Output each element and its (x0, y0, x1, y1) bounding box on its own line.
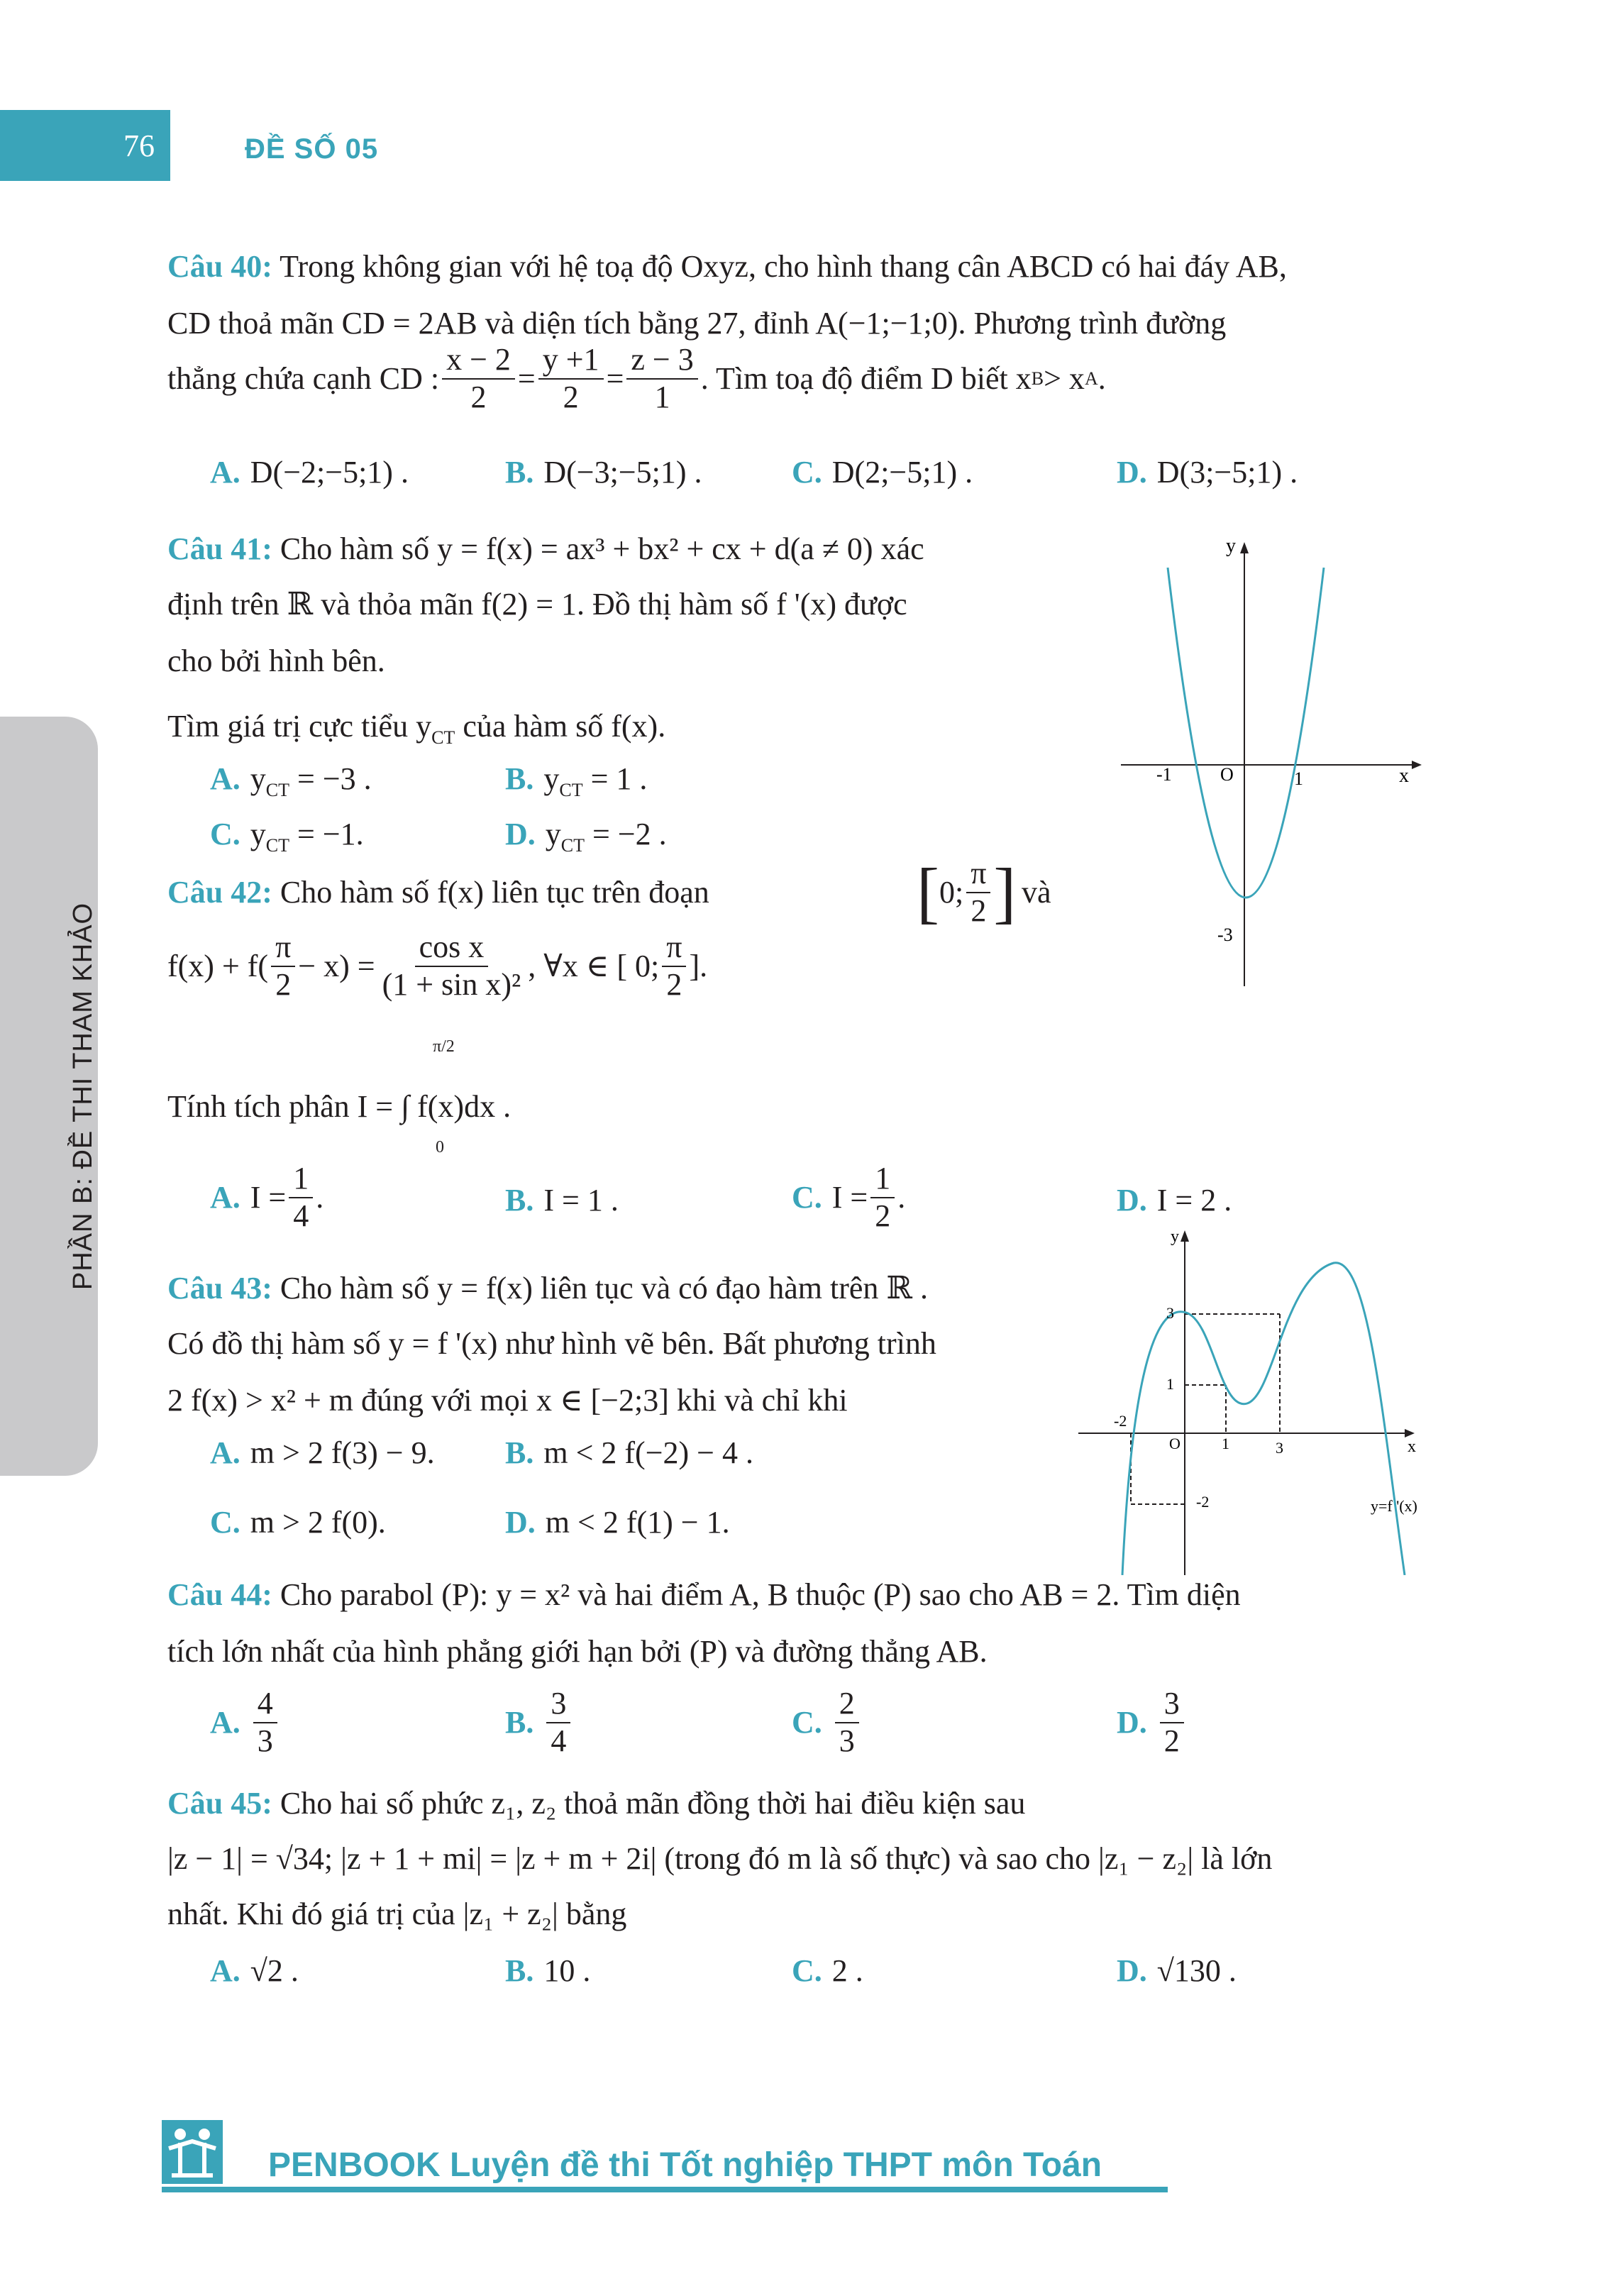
q41-line2: định trên ℝ và thỏa mãn f(2) = 1. Đồ thị hàm số f '(x) được (167, 587, 907, 622)
option-end: . (316, 1180, 324, 1215)
q42-option-d (1117, 1182, 1232, 1218)
option-label: A. (210, 1705, 240, 1740)
tick-x3: 3 (1276, 1439, 1283, 1457)
sub-ct: CT (559, 779, 583, 800)
option-text: m < 2 f(−2) − 4 . (543, 1435, 753, 1470)
frac-num: 1 (289, 1161, 313, 1198)
q43-line2: Có đồ thị hàm số y = f '(x) như hình vẽ bên. Bất phương trình (167, 1326, 936, 1361)
q42-line1 (167, 874, 709, 911)
derivative-curve (1122, 1263, 1405, 1575)
q41-line3: cho bởi hình bên. (167, 644, 385, 678)
frac-num: π (662, 929, 686, 967)
logo-head-left (175, 2129, 186, 2140)
option-label: D. (1117, 1705, 1147, 1740)
eq-rhs-frac (378, 929, 526, 1003)
frac-den: 2 (666, 966, 682, 1002)
q42-integral: Tính tích phân I = ∫ f(x)dx . (167, 1089, 512, 1124)
q42-equation (167, 929, 707, 1003)
tick-yneg2: -2 (1196, 1493, 1210, 1511)
option-text: I = 2 . (1156, 1183, 1232, 1218)
q43-line3: 2 f(x) > x² + m đúng với mọi x ∈ [−2;3] khi và chỉ khi (167, 1383, 848, 1418)
option-label: B. (505, 1183, 534, 1218)
option-label: D. (505, 817, 536, 851)
frac-den: 2 (275, 966, 292, 1002)
eq-pi-frac (271, 929, 295, 1003)
q41-text4-end: của hàm số f(x). (455, 709, 666, 744)
bracket-right: ] (993, 854, 1017, 930)
option-rest: = −1. (289, 817, 364, 851)
x-label: x (1399, 765, 1409, 787)
option-text: D(2;−5;1) . (831, 455, 973, 490)
q41-graph (1107, 532, 1433, 986)
sub-ct: CT (431, 727, 455, 748)
parabola-curve (1168, 568, 1324, 898)
gt-sign: > x (1044, 360, 1085, 396)
q45-line3: nhất. Khi đó giá trị của |z₁ + z₂| bằng (167, 1897, 627, 1931)
frac-den: 4 (293, 1198, 309, 1233)
q40-line1 (167, 248, 1287, 285)
tick-neg1: -1 (1156, 764, 1172, 785)
option-frac (870, 1161, 895, 1234)
option-label: D. (1117, 1953, 1147, 1988)
option-text: m > 2 f(3) − 9. (250, 1435, 435, 1470)
frac-num: y +1 (538, 342, 604, 380)
q43-option-c (210, 1504, 386, 1540)
tick-y3: 3 (1166, 1304, 1174, 1322)
q44-option-a (210, 1686, 280, 1759)
q40-line3b: . Tìm toạ độ điểm D biết x (700, 360, 1032, 396)
tick-xneg2: -2 (1114, 1412, 1127, 1430)
frac-den: 2 (563, 379, 579, 414)
q42-interval (917, 856, 1016, 929)
option-label: C. (210, 1505, 240, 1540)
q42-label: Câu 42: (167, 875, 272, 910)
option-text: I = 1 . (543, 1183, 619, 1218)
option-frac (289, 1161, 313, 1234)
q44-line1 (167, 1577, 1241, 1613)
q41-line4 (167, 708, 665, 756)
sub-b: B (1031, 368, 1044, 389)
q45-line1 (167, 1785, 1025, 1822)
sub-ct: CT (265, 779, 290, 800)
option-pre: I = (250, 1180, 287, 1215)
q40-frac2 (538, 342, 604, 415)
tick-x1: 1 (1222, 1435, 1229, 1452)
q45-option-d (1117, 1953, 1237, 1989)
option-label: C. (792, 1180, 822, 1215)
q40-option-a (210, 454, 409, 490)
eq-lhs: f(x) + f( (167, 948, 269, 983)
x-arrow-icon (1405, 1429, 1415, 1437)
option-label: D. (1117, 1183, 1147, 1218)
option-text: y (250, 761, 266, 796)
q44-text1: Cho parabol (P): y = x² và hai điểm A, B thuộc (P) sao cho AB = 2. Tìm diện (280, 1577, 1241, 1612)
option-text: y (545, 817, 561, 851)
frac-den: 2 (470, 379, 487, 414)
eq-mid: − x) = (298, 948, 375, 983)
frac-num: π (966, 856, 990, 893)
q41-text4: Tìm giá trị cực tiểu y (167, 709, 432, 744)
exam-title: ĐỀ SỐ 05 (245, 133, 379, 165)
option-label: B. (505, 761, 534, 796)
q45-line2: |z − 1| = √34; |z + 1 + mi| = |z + m + 2i| (trong đó m là số thực) và sao cho |z₁ − z₂| là lớn (167, 1841, 1273, 1876)
option-text: D(−3;−5;1) . (543, 455, 702, 490)
option-label: B. (505, 1705, 534, 1740)
y-arrow-icon (1240, 542, 1249, 553)
sub-a: A (1084, 368, 1098, 389)
option-text: √2 . (250, 1953, 299, 1988)
option-label: B. (505, 1435, 534, 1470)
option-label: C. (792, 1705, 822, 1740)
q42-text1: Cho hàm số f(x) liên tục trên đoạn (280, 875, 709, 910)
q41-line1 (167, 531, 924, 568)
frac-num: π (271, 929, 295, 967)
frac-den: 2 (875, 1198, 891, 1233)
eq-forall-frac (662, 929, 686, 1003)
option-label: B. (505, 1953, 534, 1988)
q44-option-b (505, 1686, 573, 1759)
equals-sign: = (517, 360, 536, 396)
q42-option-a (210, 1161, 324, 1234)
bracket-left: [ (917, 854, 939, 930)
interval-frac (966, 856, 990, 929)
q43-label: Câu 43: (167, 1271, 272, 1306)
option-label: A. (210, 455, 240, 490)
option-frac (546, 1686, 570, 1759)
q43-option-a (210, 1435, 435, 1471)
q42-and: và (1022, 875, 1051, 910)
option-label: C. (792, 1953, 822, 1988)
frac-den: 3 (257, 1723, 273, 1758)
y-arrow-icon (1181, 1230, 1189, 1242)
q41-label: Câu 41: (167, 531, 272, 566)
option-frac (253, 1686, 277, 1759)
option-text: y (250, 817, 266, 851)
sub-ct: CT (265, 834, 290, 856)
interval-start: 0; (939, 874, 964, 910)
q40-option-b (505, 454, 702, 490)
option-label: A. (210, 1953, 240, 1988)
origin-label: O (1220, 764, 1234, 785)
q40-line2: CD thoả mãn CD = 2AB và diện tích bằng 27, đỉnh A(−1;−1;0). Phương trình đường (167, 306, 1227, 341)
option-text: m < 2 f(1) − 1. (545, 1505, 730, 1540)
footer-bar (162, 2187, 1168, 2192)
q44-line2: tích lớn nhất của hình phẳng giới hạn bởi (P) và đường thẳng AB. (167, 1634, 988, 1669)
option-text: 2 . (831, 1953, 863, 1988)
q40-frac3 (626, 342, 697, 415)
side-label: PHẦN B: ĐỀ THI THAM KHẢO (67, 902, 98, 1291)
frac-num: 1 (870, 1161, 895, 1198)
frac-num: 4 (253, 1686, 277, 1723)
tick-neg3: -3 (1217, 925, 1233, 945)
q41-option-a (210, 761, 372, 801)
tick-1: 1 (1294, 768, 1303, 789)
q40-line3a: thẳng chứa cạnh CD : (167, 360, 440, 396)
option-label: D. (1117, 455, 1147, 490)
q42-option-c (792, 1161, 905, 1234)
frac-num: 3 (546, 1686, 570, 1723)
frac-den: 1 (654, 379, 670, 414)
frac-num: 3 (1160, 1686, 1184, 1723)
frac-den: 3 (839, 1723, 855, 1758)
x-arrow-icon (1412, 761, 1422, 769)
option-text: √130 . (1156, 1953, 1237, 1988)
y-label: y (1171, 1227, 1179, 1246)
option-rest: = −3 . (289, 761, 372, 796)
function-label: y=f '(x) (1371, 1497, 1417, 1515)
option-rest: = 1 . (582, 761, 648, 796)
y-label: y (1226, 535, 1236, 557)
q43-graph (1071, 1227, 1440, 1575)
q44-option-d (1117, 1686, 1187, 1759)
footer-title: PENBOOK Luyện đề thi Tốt nghiệp THPT môn Toán (268, 2146, 1102, 2184)
q45-option-a (210, 1953, 299, 1989)
penbook-logo-icon (162, 2120, 223, 2184)
option-frac (835, 1686, 859, 1759)
q45-option-c (792, 1953, 863, 1989)
frac-den: 2 (971, 893, 987, 928)
x-label: x (1408, 1437, 1416, 1456)
option-label: D. (505, 1505, 536, 1540)
q43-text1: Cho hàm số y = f(x) liên tục và có đạo hàm trên ℝ . (280, 1271, 928, 1306)
option-label: C. (210, 817, 240, 851)
q44-option-c (792, 1686, 862, 1759)
sub-ct: CT (560, 834, 585, 856)
option-text: D(−2;−5;1) . (250, 455, 409, 490)
q40-text1: Trong không gian với hệ toạ độ Oxyz, cho hình thang cân ABCD có hai đáy AB, (280, 249, 1287, 284)
option-frac (1160, 1686, 1184, 1759)
q42-option-b (505, 1182, 619, 1218)
logo-head-right (199, 2129, 210, 2140)
q40-option-d (1117, 454, 1298, 490)
q40-option-c (792, 454, 973, 490)
q41-option-d (505, 816, 667, 856)
q40-line3 (167, 342, 1106, 415)
q40-frac1 (442, 342, 515, 415)
q41-text1: Cho hàm số y = f(x) = ax³ + bx² + cx + d(a ≠ 0) xác (280, 531, 924, 566)
origin-label: O (1169, 1435, 1181, 1452)
q45-option-b (505, 1953, 590, 1989)
q40-label: Câu 40: (167, 249, 272, 284)
q45-label: Câu 45: (167, 1786, 272, 1821)
option-label: A. (210, 1180, 240, 1215)
eq-forall: , ∀x ∈ [ 0; (528, 948, 660, 983)
option-text: m > 2 f(0). (250, 1505, 386, 1540)
period: . (1097, 360, 1106, 396)
frac-num: cos x (415, 929, 489, 967)
frac-den: 2 (1163, 1723, 1180, 1758)
option-label: A. (210, 1435, 240, 1470)
q43-option-b (505, 1435, 753, 1471)
option-label: B. (505, 455, 534, 490)
option-text: 10 . (543, 1953, 591, 1988)
option-text: y (543, 761, 560, 796)
eq-end: ]. (689, 948, 708, 983)
q41-option-c (210, 816, 364, 856)
q45-text1: Cho hai số phức z₁, z₂ thoả mãn đồng thời hai điều kiện sau (280, 1786, 1026, 1821)
frac-num: x − 2 (442, 342, 515, 380)
q43-line1 (167, 1270, 928, 1307)
option-pre: I = (831, 1180, 868, 1215)
q44-label: Câu 44: (167, 1577, 272, 1612)
frac-den: (1 + sin x)² (382, 966, 521, 1002)
tick-y1: 1 (1166, 1375, 1174, 1393)
frac-den: 4 (551, 1723, 567, 1758)
frac-num: z − 3 (626, 342, 697, 380)
frac-num: 2 (835, 1686, 859, 1723)
page-number: 76 (0, 110, 170, 181)
option-rest: = −2 . (585, 817, 667, 851)
option-text: D(3;−5;1) . (1156, 455, 1298, 490)
option-end: . (897, 1180, 906, 1215)
option-label: C. (792, 455, 822, 490)
option-label: A. (210, 761, 240, 796)
integral-lower: 0 (436, 1138, 444, 1157)
equals-sign: = (606, 360, 624, 396)
q43-option-d (505, 1504, 730, 1540)
integral-upper: π/2 (433, 1037, 455, 1056)
q41-option-b (505, 761, 647, 801)
